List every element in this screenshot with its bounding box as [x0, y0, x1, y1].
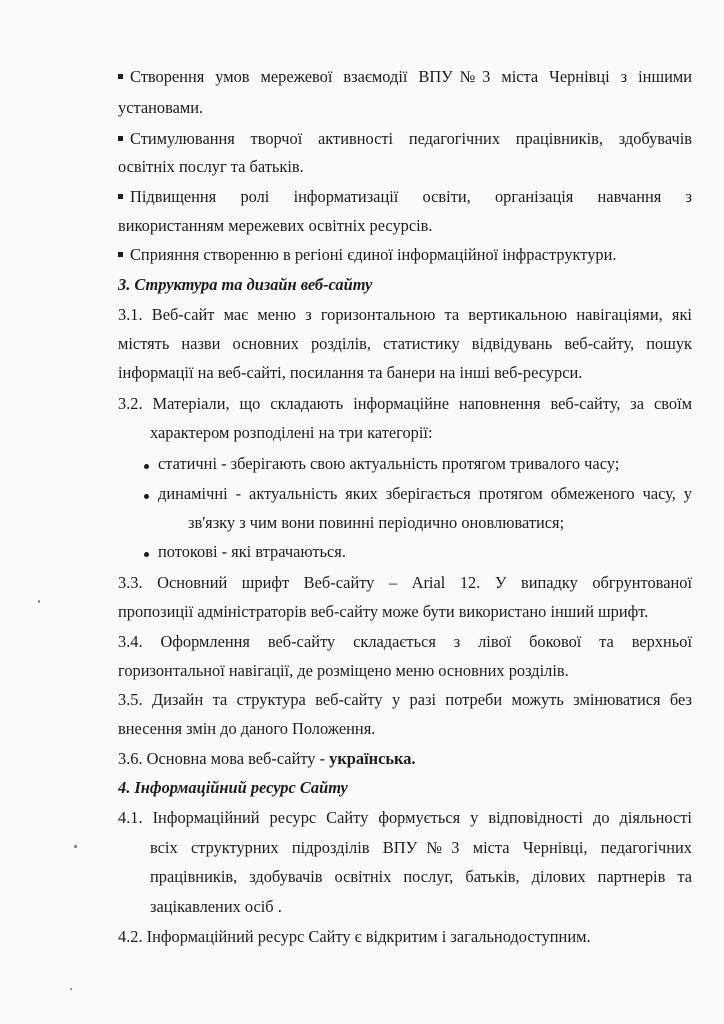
square-bullet-icon [118, 136, 123, 141]
paragraph-3-6: 3.6. Основна мова веб-сайту - українська. [118, 749, 416, 768]
paragraph-3-1-line: інформації на веб-сайті, посилання та банери на інші веб-ресурси. [118, 363, 583, 382]
bullet-item-cont: використанням мережевих освітніх ресурсів. [118, 216, 433, 235]
paragraph-4-1-line: всіх структурних підрозділів ВПУ№3 міста Чернівці, педагогічних [150, 838, 692, 857]
round-bullet-icon [144, 494, 149, 499]
square-bullet-icon [118, 252, 123, 257]
paragraph-3-3-line: пропозиції адміністраторів веб-сайту може бути використано інший шрифт. [118, 602, 649, 621]
round-bullet-icon [144, 464, 149, 469]
paragraph-3-2-line: 3.2. Матеріали, що складають інформаційне наповнення веб-сайту, за своїм [118, 394, 692, 413]
square-bullet-icon [118, 74, 123, 79]
paragraph-3-3-line: 3.3. Основний шрифт Веб-сайту – Arial 12. У випадку обгрунтованої [118, 573, 692, 592]
paragraph-3-5-line: 3.5. Дизайн та структура веб-сайту у разі потреби можуть змінюватися без [118, 690, 692, 709]
scan-speck [74, 845, 77, 848]
bold-language: українська. [329, 749, 416, 768]
category-item-cont: зв'язку з чим вони повинні періодично оновлюватися; [188, 513, 565, 532]
paragraph-4-1-line: зацікавлених осіб . [150, 897, 282, 916]
bullet-item: Стимулювання творчої активності педагогічних працівників, здобувачів [118, 129, 692, 149]
paragraph-4-1-line: працівників, здобувачів освітніх послуг, батьків, ділових партнерів та [150, 867, 692, 886]
paragraph-3-1-line: 3.1. Веб-сайт має меню з горизонтальною та вертикальною навігаціями, які [118, 305, 692, 324]
bullet-item: Підвищення ролі інформатизації освіти, організація навчання з [118, 187, 692, 207]
paragraph-3-5-line: внесення змін до даного Положення. [118, 719, 376, 738]
scan-speck [38, 600, 40, 603]
category-item: статичні - зберігають свою актуальність протягом тривалого часу; [158, 454, 620, 473]
round-bullet-icon [144, 552, 149, 557]
square-bullet-icon [118, 194, 123, 199]
scan-speck [70, 988, 72, 990]
paragraph-3-4-line: 3.4. Оформлення веб-сайту складається з лівої бокової та верхньої [118, 632, 692, 651]
paragraph-4-1-line: 4.1. Інформаційний ресурс Сайту формується у відповідності до діяльності [118, 808, 692, 827]
section-3-heading: 3. Структура та дизайн веб-сайту [118, 275, 373, 294]
category-item: динамічні - актуальність яких зберігається протягом обмеженого часу, у [158, 484, 692, 503]
bullet-item-cont: освітніх послуг та батьків. [118, 157, 304, 176]
category-item: потокові - які втрачаються. [158, 542, 346, 561]
bullet-item-cont: установами. [118, 98, 204, 117]
paragraph-3-2-line: характером розподілені на три категорії: [150, 423, 433, 442]
bullet-item: Створення умов мережевої взаємодії ВПУ№3 міста Чернівці з іншими [118, 67, 692, 87]
section-4-heading: 4. Інформаційний ресурс Сайту [118, 778, 348, 797]
paragraph-3-1-line: містять назви основних розділів, статистику відвідувань веб-сайту, пошук [118, 334, 692, 353]
bullet-item: Сприяння створенню в регіоні єдиної інформаційної інфраструктури. [118, 245, 617, 265]
paragraph-4-2: 4.2. Інформаційний ресурс Сайту є відкритим і загальнодоступним. [118, 927, 591, 946]
paragraph-3-4-line: горизонтальної навігації, де розміщено меню основних розділів. [118, 661, 569, 680]
